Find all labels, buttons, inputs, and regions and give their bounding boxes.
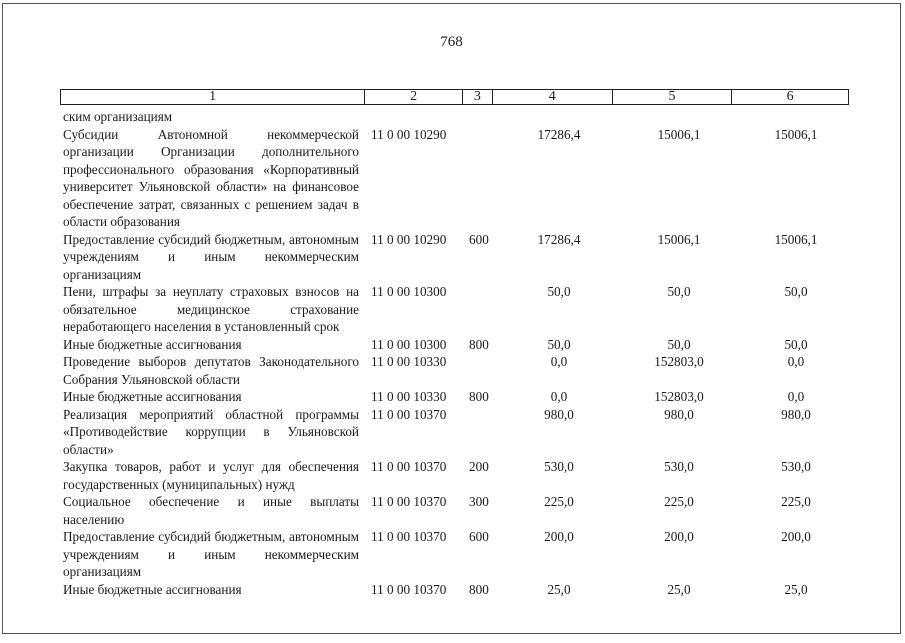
row-code: 11 0 00 10300 [371,284,447,299]
row-code: 11 0 00 10330 [371,389,447,404]
row-name: Предоставление субсидий бюджетным, автономным учреждениям и иным некоммерческим организациям [63,529,359,579]
row-code: 11 0 00 10370 [371,529,447,544]
table-row [63,458,853,493]
row-value-4: 17286,4 [537,126,581,142]
row-code: 11 0 00 10370 [371,581,447,597]
table-row [63,388,853,406]
row-value-4: 200,0 [544,529,574,544]
row-code: 11 0 00 10370 [371,459,447,474]
row-value-4: 25,0 [547,581,571,597]
row-value-6: 530,0 [781,459,811,474]
row-value-5: 530,0 [664,459,694,474]
row-code: 11 0 00 10370 [371,406,447,422]
table-row [63,353,853,388]
row-type: 600 [469,231,489,247]
table-row [63,231,853,284]
row-value-4: 225,0 [544,494,574,509]
row-value-4: 0,0 [550,389,568,404]
row-code: 11 0 00 10330 [371,354,447,369]
row-value-5: 980,0 [664,406,694,422]
row-value-6: 15006,1 [774,126,818,142]
row-value-5: 15006,1 [657,231,701,247]
header-col-1: 1 [61,90,365,104]
table-row [63,126,853,231]
row-value-6: 50,0 [784,284,808,299]
table-row [63,528,853,581]
table-row [63,108,853,126]
row-value-6: 50,0 [784,336,808,352]
row-value-4: 530,0 [544,459,574,474]
document-page [2,3,901,634]
row-value-5: 225,0 [664,494,694,509]
row-value-5: 15006,1 [657,126,701,142]
row-value-4: 0,0 [550,354,568,369]
row-name: Предоставление субсидий бюджетным, автономным учреждениям и иным некоммерческим организациям [63,231,359,282]
table-body [63,108,853,598]
row-type: 800 [469,336,489,352]
row-value-4: 17286,4 [537,231,581,247]
row-name: Иные бюджетные ассигнования [63,389,242,404]
header-col-2: 2 [365,90,463,104]
row-value-6: 225,0 [781,494,811,509]
table-row [63,581,853,599]
row-type: 200 [469,459,489,474]
row-value-6: 15006,1 [774,231,818,247]
table-row [63,283,853,336]
table-header [60,89,849,105]
row-value-5: 200,0 [664,529,694,544]
row-value-6: 25,0 [784,581,808,597]
row-name: Реализация мероприятий областной программы «Противодействие коррупции в Ульяновской области» [63,406,359,457]
page-number: 768 [440,34,463,50]
row-value-4: 980,0 [544,406,574,422]
row-name: Пени, штрафы за неуплату страховых взносов на обязательное медицинское страхование неработающего населения в установленный срок [63,284,359,334]
row-type: 800 [469,389,489,404]
row-code: 11 0 00 10300 [371,336,447,352]
row-value-6: 0,0 [787,354,805,369]
row-value-6: 980,0 [781,406,811,422]
row-type: 300 [469,494,489,509]
header-col-3: 3 [463,90,493,104]
row-name: Социальное обеспечение и иные выплаты населению [63,494,359,527]
row-code: 11 0 00 10370 [371,494,447,509]
table-row [63,406,853,459]
header-col-4: 4 [493,90,613,104]
row-code: 11 0 00 10290 [371,126,447,142]
table-row [63,336,853,354]
row-type: 800 [469,581,489,597]
row-value-5: 152803,0 [654,354,704,369]
row-value-5: 50,0 [667,284,691,299]
row-value-5: 50,0 [667,336,691,352]
row-value-6: 0,0 [787,389,805,404]
row-type: 600 [469,529,489,544]
row-value-5: 25,0 [667,581,691,597]
row-code: 11 0 00 10290 [371,231,447,247]
row-name: ским организациям [63,109,173,124]
row-name: Субсидии Автономной некоммерческой организации Организации дополнительного профессионального образования «Корпоративный университет Ульяновской области» на финансовое обеспечение затрат, связанных с решением задач в области образования [63,126,359,229]
row-value-5: 152803,0 [654,389,704,404]
table-row [63,493,853,528]
row-value-4: 50,0 [547,284,571,299]
row-name: Иные бюджетные ассигнования [63,336,242,352]
row-name: Закупка товаров, работ и услуг для обеспечения государственных (муниципальных) нужд [63,459,359,492]
header-col-6: 6 [786,89,794,104]
row-name: Проведение выборов депутатов Законодательного Собрания Ульяновской области [63,354,359,387]
header-col-5: 5 [613,90,733,104]
row-value-6: 200,0 [781,529,811,544]
row-name: Иные бюджетные ассигнования [63,581,242,597]
row-value-4: 50,0 [547,336,571,352]
